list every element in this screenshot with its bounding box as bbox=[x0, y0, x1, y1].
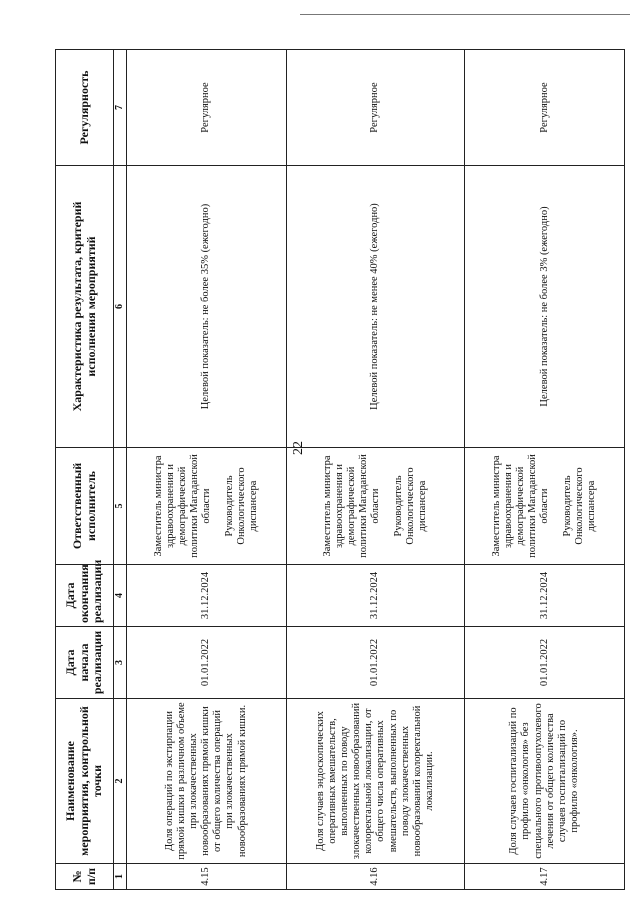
header-regularity: Регулярность bbox=[56, 50, 114, 166]
responsible-deputy: Заместитель министра здравоохранения и демографической политики Магаданской области bbox=[490, 454, 551, 558]
row-start: 01.01.2022 bbox=[127, 627, 287, 699]
responsible-head: Руководитель Онкологического диспансера bbox=[393, 467, 429, 545]
row-num: 4.16 bbox=[286, 864, 464, 890]
column-number-row bbox=[114, 50, 127, 890]
rotated-table-frame bbox=[55, 50, 625, 890]
col-number: 5 bbox=[114, 448, 127, 565]
header-responsible: Ответственный исполнитель bbox=[56, 448, 114, 565]
row-result: Целевой показатель: не более 35% (ежегодно) bbox=[127, 166, 287, 448]
row-responsible bbox=[465, 448, 625, 565]
row-name: Доля операций по экстирпации прямой кишки в различном объеме при злокачественных новообразованиях прямой кишки от общего количества операций при злокачественных новообразованиях прямой кишки. bbox=[127, 699, 287, 864]
row-result: Целевой показатель: не более 3% (ежегодно) bbox=[465, 166, 625, 448]
row-start: 01.01.2022 bbox=[465, 627, 625, 699]
row-end: 31.12.2024 bbox=[286, 565, 464, 627]
row-responsible bbox=[127, 448, 287, 565]
table-row bbox=[127, 50, 287, 890]
row-end: 31.12.2024 bbox=[127, 565, 287, 627]
row-result: Целевой показатель: не менее 40% (ежегодно) bbox=[286, 166, 464, 448]
row-regularity: Регулярное bbox=[465, 50, 625, 166]
row-regularity: Регулярное bbox=[127, 50, 287, 166]
col-number: 2 bbox=[114, 699, 127, 864]
col-number: 7 bbox=[114, 50, 127, 166]
row-name: Доля случаев эндоскопических оперативных вмешательств, выполненных по поводу злокачественных новообразований колоректальной локализации, от общего числа оперативных вмешательств, выполненных по поводу злокачественных новообразований колоректальной локализации. bbox=[286, 699, 464, 864]
responsible-head: Руководитель Онкологического диспансера bbox=[562, 467, 598, 545]
events-table bbox=[55, 49, 625, 890]
header-result: Характеристика результата, критерий исполнения мероприятий bbox=[56, 166, 114, 448]
table-row bbox=[465, 50, 625, 890]
header-end: Дата окончания реализации bbox=[56, 565, 114, 627]
row-num: 4.17 bbox=[465, 864, 625, 890]
row-num: 4.15 bbox=[127, 864, 287, 890]
table-row bbox=[286, 50, 464, 890]
top-rule bbox=[300, 14, 630, 15]
row-name: Доля случаев госпитализаций по профилю «онкология» без специального противоопухолевого лечения от общего количества случаев госпитализаций по профилю «онкология». bbox=[465, 699, 625, 864]
responsible-deputy: Заместитель министра здравоохранения и демографической политики Магаданской области bbox=[321, 454, 381, 558]
row-responsible bbox=[286, 448, 464, 565]
responsible-deputy: Заместитель министра здравоохранения и демографической политики Магаданской области bbox=[152, 454, 212, 558]
page-number: 22 bbox=[291, 441, 306, 455]
row-regularity: Регулярное bbox=[286, 50, 464, 166]
col-number: 3 bbox=[114, 627, 127, 699]
row-start: 01.01.2022 bbox=[286, 627, 464, 699]
header-num: № п/п bbox=[56, 864, 114, 890]
responsible-head: Руководитель Онкологического диспансера bbox=[223, 467, 260, 545]
col-number: 1 bbox=[114, 864, 127, 890]
col-number: 4 bbox=[114, 565, 127, 627]
row-end: 31.12.2024 bbox=[465, 565, 625, 627]
header-name: Наименование мероприятия, контрольной точки bbox=[56, 699, 114, 864]
header-start: Дата начала реализации bbox=[56, 627, 114, 699]
col-number: 6 bbox=[114, 166, 127, 448]
header-row bbox=[56, 50, 114, 890]
